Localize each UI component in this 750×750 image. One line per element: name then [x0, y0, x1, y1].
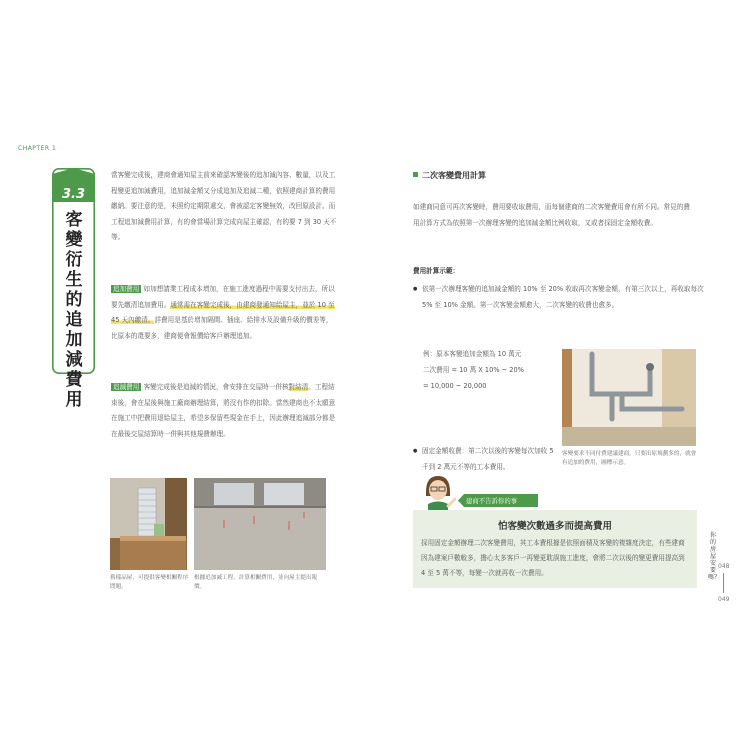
bullet-fixed-fee: ● 固定金額收費：第二次以後的客變每次加收 5 千到 2 萬元不等的工本費用。 — [413, 444, 562, 475]
tip-callout — [413, 510, 697, 588]
chapter-label: CHAPTER 1 — [18, 145, 57, 152]
construction-floor-photo — [194, 478, 326, 570]
reduce-fee-tag: 追減費用 — [113, 383, 140, 391]
add-fee-paragraph — [111, 282, 337, 344]
model-house-caption: 舊樣品屋，可提供客變相關程序問題。 — [110, 575, 189, 590]
section-tab — [52, 168, 95, 410]
example-subheading: 費用計算示範： — [413, 267, 460, 275]
callout-body: 採用固定金額辦理二次客變費用，其工本費根據是依照面積及客變的複雜度決定，有些建商因為建案戶數較多，擔心太多客戶一再變更耽誤施工進度，會將二次以後的變更費用提高到 4 至 5 萬不等，每變一次就再收一次費用。 — [421, 539, 685, 577]
intro-paragraph: 當客變完成後，建商會通知屋主前來確認客變後的追加減內容、數量，以及工程變更追加減費用，追加減金額又分成追加及追減二種，依照建商計算的費用繳納。要注意的是，未照約定期限遞交，會被認定客變無效，改回原設計。而工程追加減費用計算，有的會當場計算完成向屋主確認，有的要 7 到 30 天不等。 — [111, 171, 337, 242]
example-block — [423, 346, 524, 394]
section-heading — [413, 170, 486, 181]
section-title: 客變衍生的追加減費用 — [65, 210, 83, 410]
section-heading-text: 二次客變費用計算 — [422, 171, 486, 180]
bullet-percentage: ● 依第一次辦理客變的追加減金額的 10% 至 20% 收取再次客變金額，有第三次以上，再收取每次 5% 至 10% 金額。第一次客變金額愈大，二次客變的收費也愈多。 — [413, 282, 704, 313]
reduce-fee-text-end: 。工程結束後，會在屋後與施工廠商辦理結算，將沒有作的扣除。當然建商也不太願意在施工中把費用退給屋主，希望多保留些現金在手上，因此辦理追減部分都是在最後交屋結算時一併與其他規費辦理。 — [111, 383, 336, 438]
second-change-paragraph: 如建商同意可再次客變時，費用要收取費用，而每個建商的二次客變費用會有所不同。常見的費用計算方式為依照第一次辦理客變的追加減金額比例收取，又或者採固定金額收費。 — [413, 203, 690, 227]
example-line-1: 例：原本客變追加金額為 10 萬元 — [423, 350, 522, 358]
callout-tag — [458, 494, 538, 507]
construction-floor-caption: 根據追加減工程，計算相關費用，並向屋主提出報價。 — [194, 575, 318, 590]
side-vertical-label: 你的房屋安要嗎？ — [708, 532, 721, 581]
add-fee-text: 如加想請業工程成本增加，在施工進度過程中需要支付出去，所以要先繳清追加費用。 — [111, 285, 335, 309]
add-fee-text-end: 詳費用是基於增加隔間、插座、給排水及設備升級的價差等，比原本的還要多，建商便會報價給客戶辦理追加。 — [111, 316, 333, 340]
example-line-2: 二次費用 = 10 萬 X 10% ~ 20% — [423, 366, 524, 374]
add-fee-highlight: 通常需在客變完成後，由建商發通知給屋主，並於 10 至 45 天內繳清。 — [111, 300, 335, 325]
reduce-fee-text: 客變完成後是追減的情況，會安排在交屋時一併核 — [143, 383, 289, 391]
section-number: 3.3 — [61, 187, 86, 202]
plumbing-photo — [562, 349, 696, 446]
plumbing-caption: 客變要求不同付費建議建商，只要出原規劃多的，就會有追加的費用，圖標示意。 — [562, 451, 697, 466]
add-fee-tag: 追加費用 — [113, 285, 140, 293]
callout-tag-text: 建商不告訴你的事 — [466, 497, 518, 505]
reduce-fee-highlight: 對結清 — [288, 383, 309, 391]
page-divider — [723, 573, 724, 593]
page-number-049: 049 — [718, 596, 730, 603]
callout-title: 怕客變次數過多而提高費用 — [497, 521, 612, 532]
heading-square-icon — [413, 172, 418, 177]
reduce-fee-paragraph — [111, 380, 337, 442]
example-line-3: = 10,000 ~ 20,000 — [423, 382, 487, 390]
page-number-048: 048 — [718, 563, 730, 570]
model-house-photo — [110, 478, 187, 570]
